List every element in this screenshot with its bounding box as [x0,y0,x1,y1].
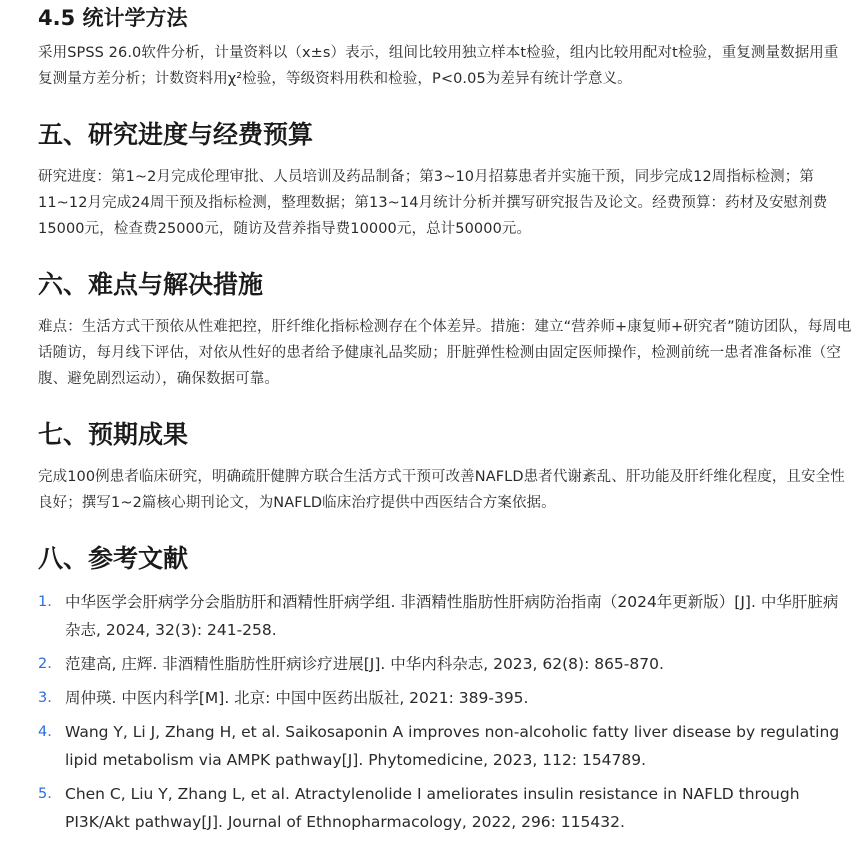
reference-number: 1. [38,594,52,610]
section-4-5-heading: 4.5 统计学方法 [38,6,188,30]
reference-item [38,588,853,644]
section-6-heading: 六、难点与解决措施 [38,270,264,299]
reference-text: 范建高, 庄辉. 非酒精性脂肪性肝病诊疗进展[J]. 中华内科杂志, 2023, 62(8): 865-870. [65,655,664,673]
section-6-body: 难点：生活方式干预依从性难把控，肝纤维化指标检测存在个体差异。措施：建立“营养师+康复师+研究者”随访团队，每周电话随访，每月线下评估，对依从性好的患者给予健康礼品奖励；肝脏弹性检测由固定医师操作，检测前统一患者准备标准（空腹、避免剧烈运动），确保数据可靠。 [38,319,852,387]
reference-item [38,650,853,678]
section-5-body: 研究进度：第1~2月完成伦理审批、人员培训及药品制备；第3~10月招募患者并实施干预，同步完成12周指标检测；第11~12月完成24周干预及指标检测，整理数据；第13~14月统计分析并撰写研究报告及论文。经费预算：药材及安慰剂费15000元，检查费25000元，随访及营养指导费10000元，总计50000元。 [38,169,828,237]
reference-item [38,780,853,836]
reference-number: 2. [38,656,52,672]
section-8-heading: 八、参考文献 [38,544,189,573]
reference-item [38,684,853,712]
reference-text: Wang Y, Li J, Zhang H, et al. Saikosaponin A improves non-alcoholic fatty liver disease by regulating lipid metabolism via AMPK pathway[J]. Phytomedicine, 2023, 112: 154789. [65,723,840,769]
section-7-heading: 七、预期成果 [38,420,189,449]
reference-text: Chen C, Liu Y, Zhang L, et al. Atractylenolide I ameliorates insulin resistance in NAFLD through PI3K/Akt pathway[J]. Journal of Ethnopharmacology, 2022, 296: 115432. [65,785,800,831]
section-7-body: 完成100例患者临床研究，明确疏肝健脾方联合生活方式干预可改善NAFLD患者代谢紊乱、肝功能及肝纤维化程度，且安全性良好；撰写1~2篇核心期刊论文，为NAFLD临床治疗提供中西医结合方案依据。 [38,469,845,511]
reference-number: 4. [38,724,52,740]
reference-number: 3. [38,690,52,706]
reference-text: 中华医学会肝病学分会脂肪肝和酒精性肝病学组. 非酒精性脂肪性肝病防治指南（2024年更新版）[J]. 中华肝脏病杂志, 2024, 32(3): 241-258. [65,593,839,639]
reference-text: 周仲瑛. 中医内科学[M]. 北京: 中国中医药出版社, 2021: 389-395. [65,689,529,707]
section-4-5-body: 采用SPSS 26.0软件分析，计量资料以（x±s）表示，组间比较用独立样本t检验，组内比较用配对t检验，重复测量数据用重复测量方差分析；计数资料用χ²检验，等级资料用秩和检验，P<0.05为差异有统计学意义。 [38,45,839,87]
reference-list [38,588,853,836]
reference-item [38,718,853,774]
section-5-heading: 五、研究进度与经费预算 [38,120,314,149]
reference-number: 5. [38,786,52,802]
